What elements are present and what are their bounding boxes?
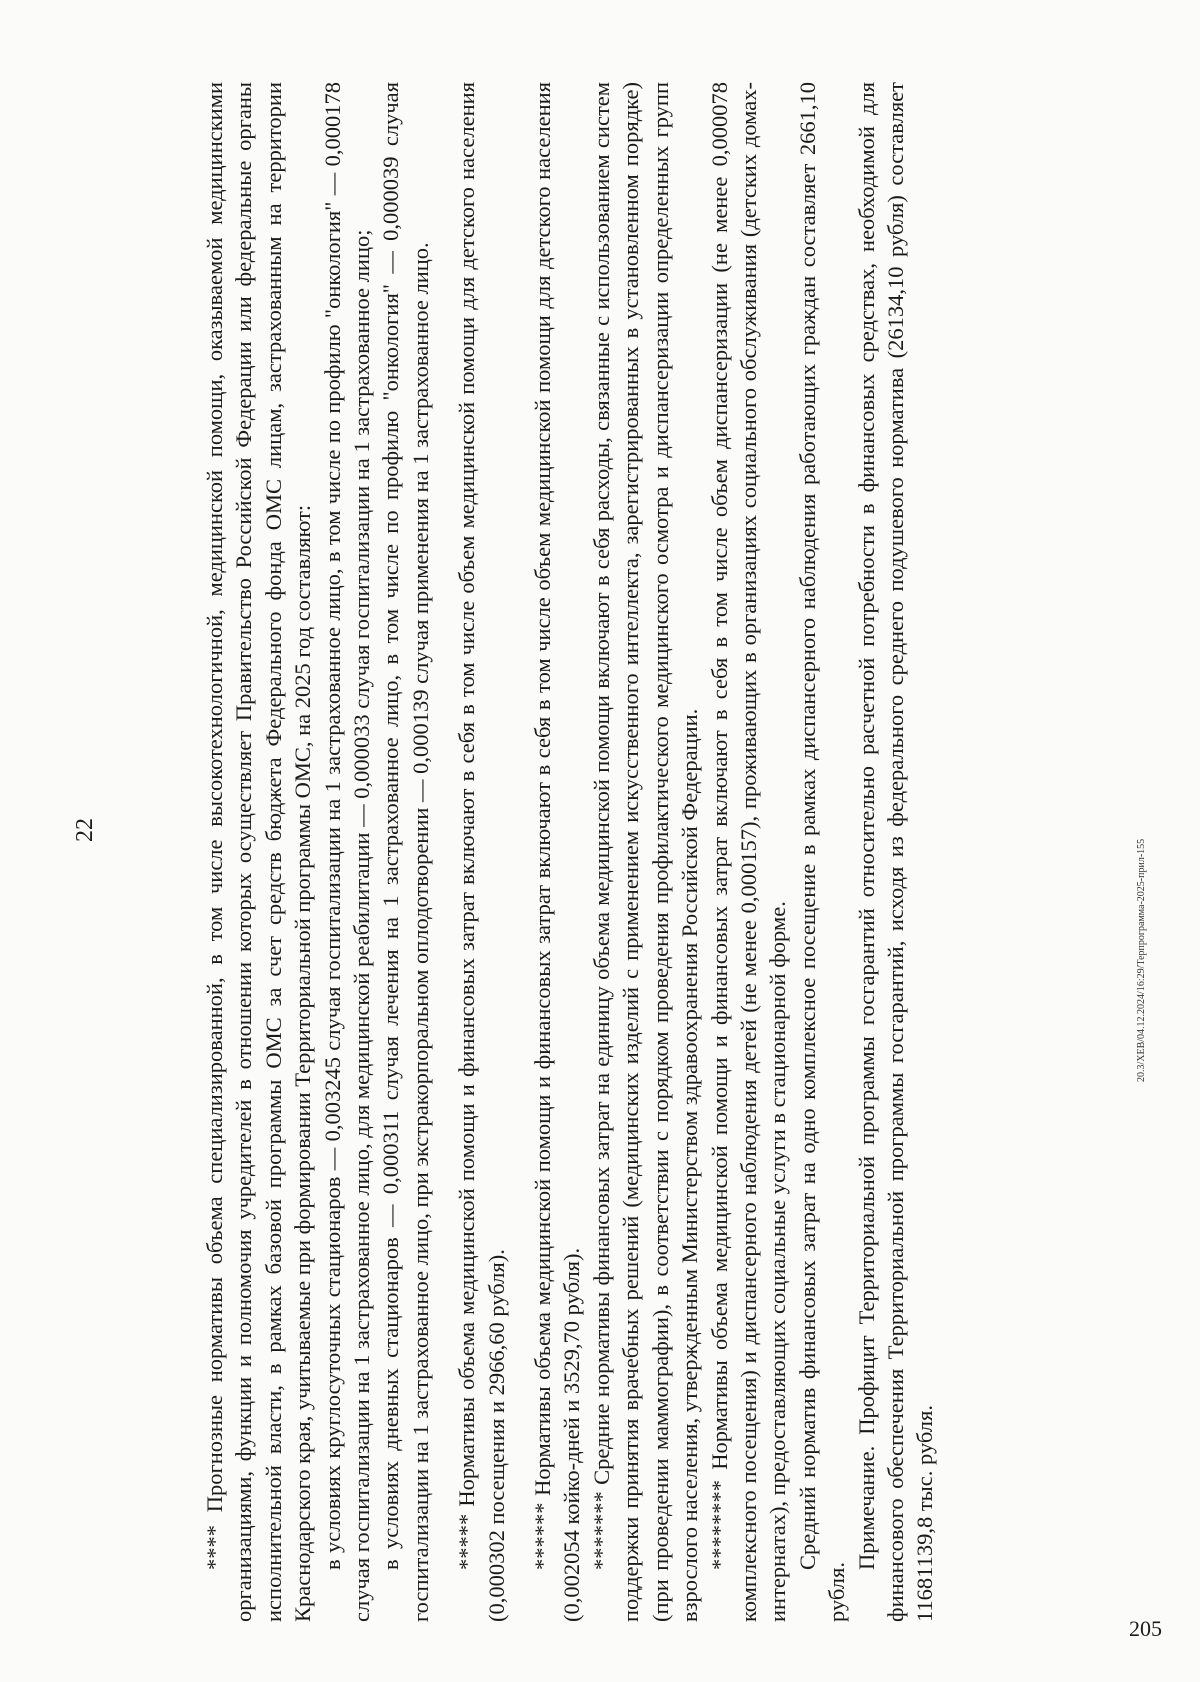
- paragraph-footnote-6: ****** Нормативы объема медицинской помощи и финансовых затрат включают в себя в том числе объем медицинской помощи для детского населения (0,002054 койко-дней и 3529,70 рубля).: [530, 82, 585, 1622]
- paragraph-day-hospital: в условиях дневных стационаров — 0,000311 случая лечения на 1 застрахованное лицо, в том числе по профилю "онкология" — 0,000039 случая госпитализации на 1 застрахованное лицо, при экстракорпоральном оплодотворении — 0,000139 случая применения на 1 застрахованное лицо.: [378, 82, 433, 1622]
- paragraph-dispensary-norm: Средний норматив финансовых затрат на одно комплексное посещение в рамках диспансерного наблюдения работающих граждан составляет 2661,10 рубля.: [794, 82, 850, 1622]
- paragraph-round-the-clock: в условиях круглосуточных стационаров — 0,003245 случая госпитализации на 1 застрахованное лицо, в том числе по профилю "онкология" — 0,000178 случая госпитализации на 1 застрахованное лицо, для медицинской реабилитации — 0,000033 случая госпитализации на 1 застрахованное лицо;: [319, 82, 375, 1622]
- paragraph-footnote-7: ******* Средние нормативы финансовых затрат на единицу объема медицинской помощи включают в себя расходы, связанные с использованием систем поддержки принятия врачебных решений (медицинских изделий с применением искусственного интеллекта, зарегистрированных в установленном порядке) (при проведении маммографии), в соответствии с порядком проведения профилактического медицинского осмотра и диспансеризации определенных групп взрослого населения, утвержденным Министерством здравоохранения Российской Федерации.: [588, 82, 703, 1622]
- body-text: [200, 82, 950, 1622]
- paragraph-footnote-4: **** Прогнозные нормативы объема специализированной, в том числе высокотехнологичной, медицинской помощи, оказываемой медицинскими организациями, функции и полномочия учредителей в отношении которых осуществляет Правительство Российской Федерации или федеральные органы исполнительной власти, в рамках базовой программы ОМС за счет средств бюджета Федерального фонда ОМС лицам, застрахованным на территории Краснодарского края, учитываемые при формировании Территориальной программы ОМС, на 2025 год составляют:: [202, 82, 316, 1622]
- paragraph-footnote-8: ******** Нормативы объема медицинской помощи и финансовых затрат включают в себя в том числе объем диспансеризации (не менее 0,000078 комплексного посещения) и диспансерного наблюдения детей (не менее 0,000157), проживающих в организациях социального обслуживания (детских домах-интернатах), предоставляющих социальные услуги в стационарной форме.: [706, 82, 791, 1622]
- page-number: 22: [72, 818, 98, 842]
- document-stamp: 20.3/XEB/04.12.2024/16:29/Терпрограмма-2025-прил-155: [1136, 838, 1147, 1082]
- paragraph-footnote-5: ***** Нормативы объема медицинской помощи и финансовых затрат включают в себя в том числе объем медицинской помощи для детского населения (0,000302 посещения и 2966,60 рубля).: [454, 82, 509, 1622]
- sheet-number: 205: [1129, 1616, 1162, 1641]
- paragraph-note: Примечание. Профицит Территориальной программы госгарантий относительно расчетной потребности в финансовых средствах, необходимой для финансового обеспечения Территориальной программы госгарантий, исходя из федерального среднего подушевого норматива (26134,10 рубля) составляет 11681139,8 тыс. рубля.: [853, 82, 938, 1622]
